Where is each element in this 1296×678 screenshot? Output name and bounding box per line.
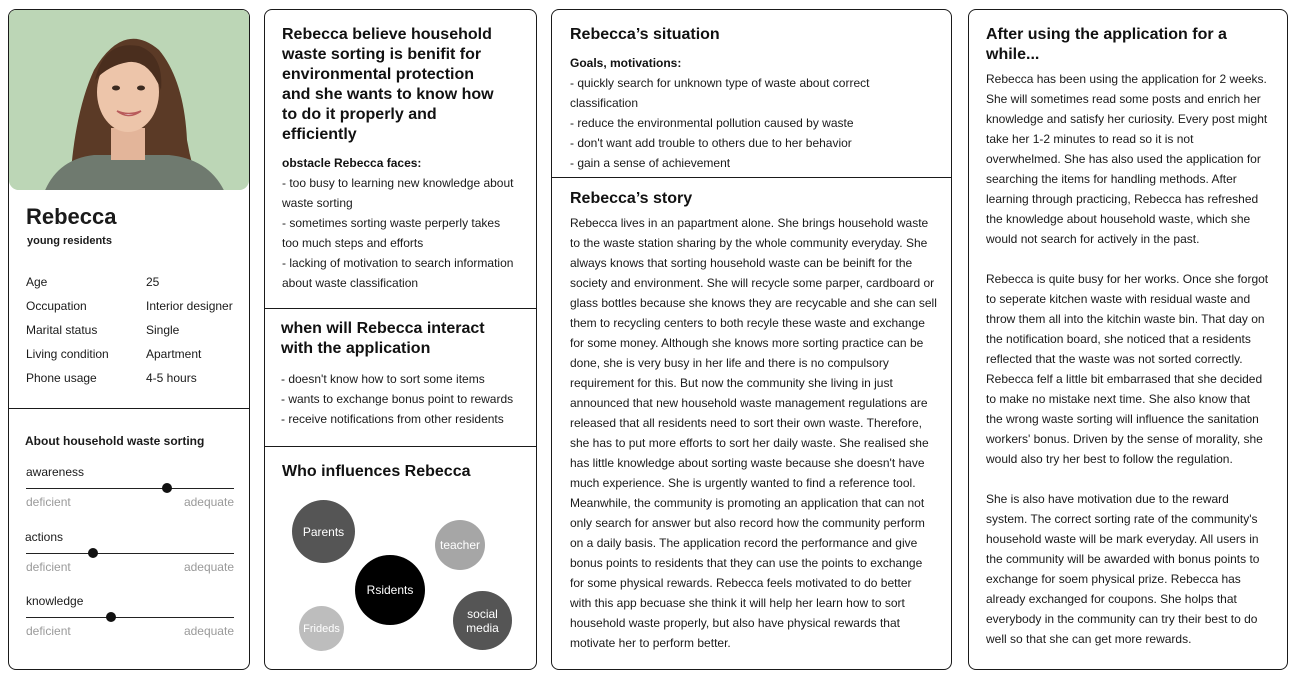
title-line: waste sorting is benifit for xyxy=(282,46,482,63)
story-line: much experience. She is urgently wanted to find a reference tool. xyxy=(570,476,916,490)
after-line: overwhelmed. She has also used the application for xyxy=(986,152,1261,166)
fact-value: 25 xyxy=(146,275,160,289)
persona-subtitle: young residents xyxy=(27,235,112,247)
portrait-illustration xyxy=(9,10,249,190)
story-line: requirement for this. But now the community she living in just xyxy=(570,376,893,390)
bubble-parents: Parents xyxy=(292,500,355,563)
story-line: she has to put more efforts to sort her daily waste. She realised she xyxy=(570,436,929,450)
list-item: - receive notifications from other residents xyxy=(281,412,504,426)
after-line: She will sometimes read some posts and enrich her xyxy=(986,92,1261,106)
slider-track xyxy=(26,553,234,554)
goal-line: - gain a sense of achievement xyxy=(570,156,731,170)
after-line: take her 1-2 minutes to read so it is not xyxy=(986,132,1194,146)
story-line: glass bottles because she knows they are recycable and she can sell xyxy=(570,296,937,310)
fact-label: Age xyxy=(26,275,48,289)
obstacle-line: waste sorting xyxy=(282,196,353,210)
scale-high-label: adequate xyxy=(183,624,234,638)
story-line: done, she is very busy in her life and there is no compulsory xyxy=(570,356,889,370)
after-line: searching the items for handling methods. After xyxy=(986,172,1237,186)
section-divider xyxy=(265,308,536,309)
scale-high-label: adequate xyxy=(183,560,234,574)
persona-card xyxy=(8,9,250,670)
fact-value: 4-5 hours xyxy=(146,371,197,385)
interaction-section xyxy=(281,319,526,429)
fact-label: Phone usage xyxy=(26,371,97,385)
scale-low-label: deficient xyxy=(26,560,71,574)
after-line: well so that she can get more rewards. xyxy=(986,632,1192,646)
slider-knob xyxy=(106,612,116,622)
fact-row xyxy=(26,342,241,366)
after-paragraph xyxy=(986,489,1282,649)
obstacle-heading: obstacle Rebecca faces: xyxy=(282,156,422,170)
persona-photo xyxy=(9,10,249,190)
after-line: throw them all into the kitchin waste bin. That day on xyxy=(986,312,1265,326)
after-section xyxy=(986,25,1282,669)
after-line: household waste will be mark everyday. All users in xyxy=(986,532,1259,546)
goal-line: - don't want add trouble to others due to her behavior xyxy=(570,136,852,150)
obstacle-list xyxy=(282,173,527,293)
after-line: Rebecca has been using the application for 2 weeks. xyxy=(986,72,1267,86)
after-line: to seperate kitchen waste with residual waste and xyxy=(986,292,1251,306)
awareness-slider xyxy=(26,465,234,521)
after-line: She is also have motivation due to the reward xyxy=(986,492,1229,506)
fact-value: Single xyxy=(146,323,180,337)
goals-list xyxy=(570,73,940,173)
obstacle-line: about waste classification xyxy=(282,276,419,290)
fact-row xyxy=(26,318,241,342)
after-paragraph xyxy=(986,269,1282,469)
fact-value: Interior designer xyxy=(146,299,233,313)
bubble-teacher: teacher xyxy=(435,520,485,570)
goals-heading: Goals, motivations: xyxy=(570,56,682,70)
story-line: has little knowledge about sorting waste because she doesn't have xyxy=(570,456,925,470)
story-section xyxy=(570,189,942,653)
story-line: for some money. Although she knows more sorting practice can be xyxy=(570,336,924,350)
scale-low-label: deficient xyxy=(26,624,71,638)
after-line: exchange for soem physical prize. Rebecca has xyxy=(986,572,1241,586)
bubble-social-media: social media xyxy=(453,591,512,650)
after-line: would not search for actively in the past. xyxy=(986,232,1200,246)
situation-card xyxy=(551,9,952,670)
fact-label: Marital status xyxy=(26,323,98,337)
story-line: for some physical rewards. Rebecca feels motivated to do better xyxy=(570,576,912,590)
actions-slider xyxy=(26,530,234,586)
belief-title xyxy=(282,25,527,145)
list-item: - doesn't know how to sort some items xyxy=(281,372,485,386)
story-line: bonus points to residents that they can use the points to exchange xyxy=(570,556,923,570)
list-item: - wants to exchange bonus point to rewards xyxy=(281,392,514,406)
influences-title: Who influences Rebecca xyxy=(282,463,471,480)
title-line: with the application xyxy=(281,340,431,357)
interaction-list xyxy=(281,369,526,429)
story-line: Meanwhile, the community is promoting an application that can not xyxy=(570,496,925,510)
after-line: Rebecca felf a little bit embarrased that she decided xyxy=(986,372,1263,386)
obstacle-line: too much steps and efforts xyxy=(282,236,424,250)
story-line: announced that new household waste management regulations are xyxy=(570,396,928,410)
after-line: learning through practicing, Rebecca has refreshed xyxy=(986,192,1259,206)
bubble-friends: Frideds xyxy=(299,606,344,651)
persona-facts xyxy=(26,270,241,390)
title-line: Rebecca believe household xyxy=(282,26,492,43)
slider-label: awareness xyxy=(26,465,85,479)
title-line: to do it properly and xyxy=(282,106,437,123)
after-paragraph xyxy=(986,69,1282,249)
section-divider xyxy=(9,408,249,409)
slider-label: actions xyxy=(25,530,64,544)
fact-value: Apartment xyxy=(146,347,202,361)
after-text xyxy=(986,69,1282,649)
after-card xyxy=(968,9,1288,670)
after-line: workers' bonus. Driven by the sense of morality, she xyxy=(986,432,1263,446)
fact-row xyxy=(26,294,241,318)
obstacle-line: - lacking of motivation to search information xyxy=(282,256,514,270)
story-title: Rebecca’s story xyxy=(570,190,693,207)
bubble-residents: Rsidents xyxy=(355,555,425,625)
slider-knob xyxy=(162,483,172,493)
fact-row xyxy=(26,270,241,294)
slider-label: knowledge xyxy=(26,594,84,608)
after-line: the knowledge about household waste, which she xyxy=(986,212,1251,226)
story-line: released that all residents need to sort their own waste. Therefore, xyxy=(570,416,922,430)
title-line: and she wants to know how xyxy=(282,86,494,103)
scale-high-label: adequate xyxy=(183,495,234,509)
after-line: the notification board, she noticed that a residents xyxy=(986,332,1251,346)
after-line: already exchanged for coupons. She holps that xyxy=(986,592,1237,606)
fact-label: Occupation xyxy=(26,299,87,313)
belief-card xyxy=(264,9,537,670)
story-line: Rebecca lives in an papartment alone. She brings household waste xyxy=(570,216,929,230)
slider-track xyxy=(26,488,234,489)
belief-section xyxy=(282,25,527,293)
obstacle-line: - too busy to learning new knowledge about xyxy=(282,176,514,190)
after-line: knowledge and satisfy her curiosity. Every post might xyxy=(986,112,1268,126)
knowledge-slider xyxy=(26,594,234,650)
after-line: Rebecca is quite busy for her works. Once she forgot xyxy=(986,272,1269,286)
story-line: household waste properly, but also have physical rewards that xyxy=(570,616,900,630)
story-line: on a daily basis. The application record the performance and give xyxy=(570,536,918,550)
fact-row xyxy=(26,366,241,390)
story-line: always knows that sorting household waste can be beinift for the xyxy=(570,256,913,270)
story-text xyxy=(570,213,942,653)
after-line: system. The correct sorting rate of the community's xyxy=(986,512,1258,526)
after-line: the community will be awarded with bonus points to xyxy=(986,552,1260,566)
section-divider xyxy=(552,177,951,178)
fact-label: Living condition xyxy=(26,347,109,361)
about-title: About household waste sorting xyxy=(25,434,205,448)
goal-line: - quickly search for unknown type of waste about correct xyxy=(570,76,870,90)
title-line: when will Rebecca interact xyxy=(281,320,485,337)
after-line: reflected that the waste was not sorted correctly. xyxy=(986,352,1243,366)
after-line: to make no mistake next time. She also know that xyxy=(986,392,1251,406)
story-line: society and environment. She will recycle some parper, cardboard or xyxy=(570,276,935,290)
slider-track xyxy=(26,617,234,618)
goal-line: - reduce the environmental pollution caused by waste xyxy=(570,116,854,130)
section-divider xyxy=(265,446,536,447)
situation-title: Rebecca’s situation xyxy=(570,26,720,43)
after-line: the wrong waste sorting will influence the sanitation xyxy=(986,412,1259,426)
after-line: everybody in the community can try their best to do xyxy=(986,612,1258,626)
story-line: with this app becuase she think it will help her learn how to sort xyxy=(570,596,905,610)
after-line: would also try her best to follow the regulation. xyxy=(986,452,1233,466)
situation-section xyxy=(570,25,940,173)
title-line: environmental protection xyxy=(282,66,475,83)
scale-low-label: deficient xyxy=(26,495,71,509)
story-line: them to recycling centers to both recyle these waste and exchange xyxy=(570,316,925,330)
interaction-title xyxy=(281,319,526,359)
slider-knob xyxy=(88,548,98,558)
title-line: efficiently xyxy=(282,126,357,143)
persona-name: Rebecca xyxy=(26,204,117,229)
story-line: to the waste station sharing by the whole community everyday. She xyxy=(570,236,928,250)
story-line: motivate her to perform better. xyxy=(570,636,731,650)
after-title: After using the application for a while... xyxy=(986,26,1227,63)
story-line: only search for answer but also record how the community perform xyxy=(570,516,925,530)
obstacle-line: - sometimes sorting waste perperly takes xyxy=(282,216,501,230)
goal-line: classification xyxy=(570,96,639,110)
